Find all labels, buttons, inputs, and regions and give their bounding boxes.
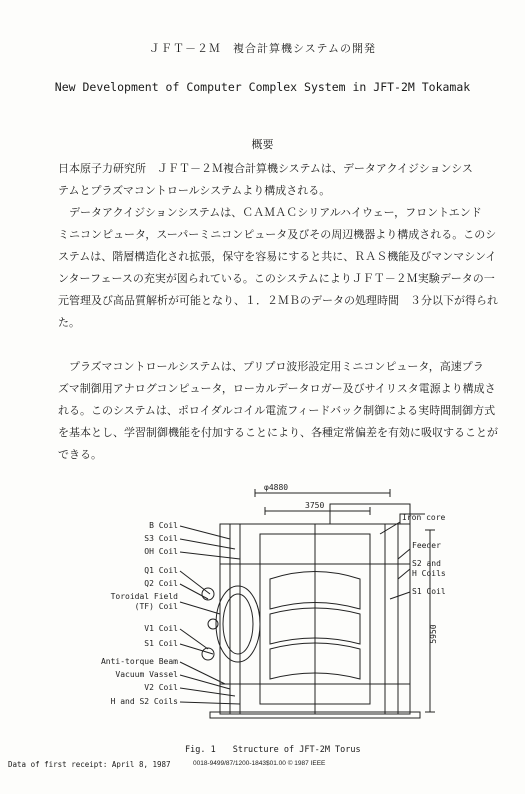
text-line: ミニコンピュータ，スーパーミニコンピュータ及びその周辺機器より構成される。このシ (58, 228, 497, 241)
dim-diameter-label: φ4880 (264, 484, 289, 492)
abstract-heading: 概要 (251, 138, 274, 151)
text-line: を基本とし、学習制御機能を付加することにより、各種定常偏差を有効に吸収することが (58, 426, 498, 439)
text-line: ンターフェースの充実が図られている。このシステムによりＪＦＴ－２Ｍ実験データの一 (58, 272, 495, 285)
label-v1-coil: V1 Coil (144, 624, 178, 633)
text-line: ズマ制御用アナログコンピュータ，ローカルデータロガー及びサイリスタ電源より構成さ (58, 382, 496, 395)
label-tf-coil: (TF) Coil (134, 602, 178, 611)
label-toroidal-field: Toroidal Field (110, 592, 178, 601)
label-iron-core: Iron core (402, 513, 446, 522)
label-q2-coil: Q2 Coil (144, 579, 178, 588)
text-line: 日本原子力研究所 ＪＦＴ－２Ｍ複合計算機システムは、データアクイジションシス (58, 162, 473, 175)
label-s1-coil-left: S1 Coil (144, 639, 178, 648)
text-line: ステムは、階層構造化され拡張，保守を容易にすると共に、ＲＡＳ機能及びマンマシンイ (58, 250, 497, 263)
paragraph-3 (58, 356, 498, 466)
text-line: できる。 (58, 448, 102, 461)
paragraph-1 (58, 158, 498, 202)
dim-height-label: 5950 (429, 624, 438, 644)
torus-structure-figure (80, 484, 480, 739)
receipt-date: Data of first receipt: April 8, 1987 (8, 760, 171, 769)
label-s2-and: S2 and (412, 559, 441, 568)
copyright-code: 0018-9499/87/1200-1843$01.00 © 1987 IEEE (193, 760, 326, 767)
label-anti-torque-beam: Anti-torque Beam (100, 657, 178, 666)
label-s1-coil-right: S1 Coil (412, 587, 446, 596)
text-line: た。 (58, 316, 80, 329)
label-oh-coil: OH Coil (144, 547, 178, 556)
label-q1-coil: Q1 Coil (144, 566, 178, 575)
text-line: データアクイジションシステムは、ＣＡＭＡＣシリアルハイウェー，フロントエンド (58, 206, 482, 219)
label-s3-coil: S3 Coil (144, 534, 178, 543)
dim-inner-label: 3750 (305, 501, 325, 510)
label-feeder: Feeder (412, 541, 441, 550)
label-h-coils: H Coils (412, 569, 446, 578)
text-line: プラズマコントロールシステムは、プリプロ波形設定用ミニコンピュータ，高速プラ (58, 360, 484, 373)
label-vacuum-vessel: Vacuum Vassel (115, 670, 178, 679)
paragraph-2 (58, 202, 498, 334)
title-japanese: ＪＦＴ－２Ｍ 複合計算機システムの開発 (149, 42, 376, 55)
label-v2-coil: V2 Coil (144, 683, 178, 692)
label-b-coil: B Coil (149, 521, 178, 530)
title-english: New Development of Computer Complex System in JFT-2M Tokamak (54, 80, 471, 94)
text-line: テムとプラズマコントロールシステムより構成される。 (58, 184, 331, 197)
figure-caption: Fig. 1 Structure of JFT-2M Torus (185, 745, 361, 755)
text-line: れる。このシステムは、ポロイダルコイル電流フィードバック制御による実時間制御方式 (58, 404, 496, 417)
label-h-and-s2-coils: H and S2 Coils (110, 697, 178, 706)
text-line: 元管理及び高品質解析が可能となり、１．２ＭＢのデータの処理時間 ３分以下が得られ (58, 294, 498, 307)
